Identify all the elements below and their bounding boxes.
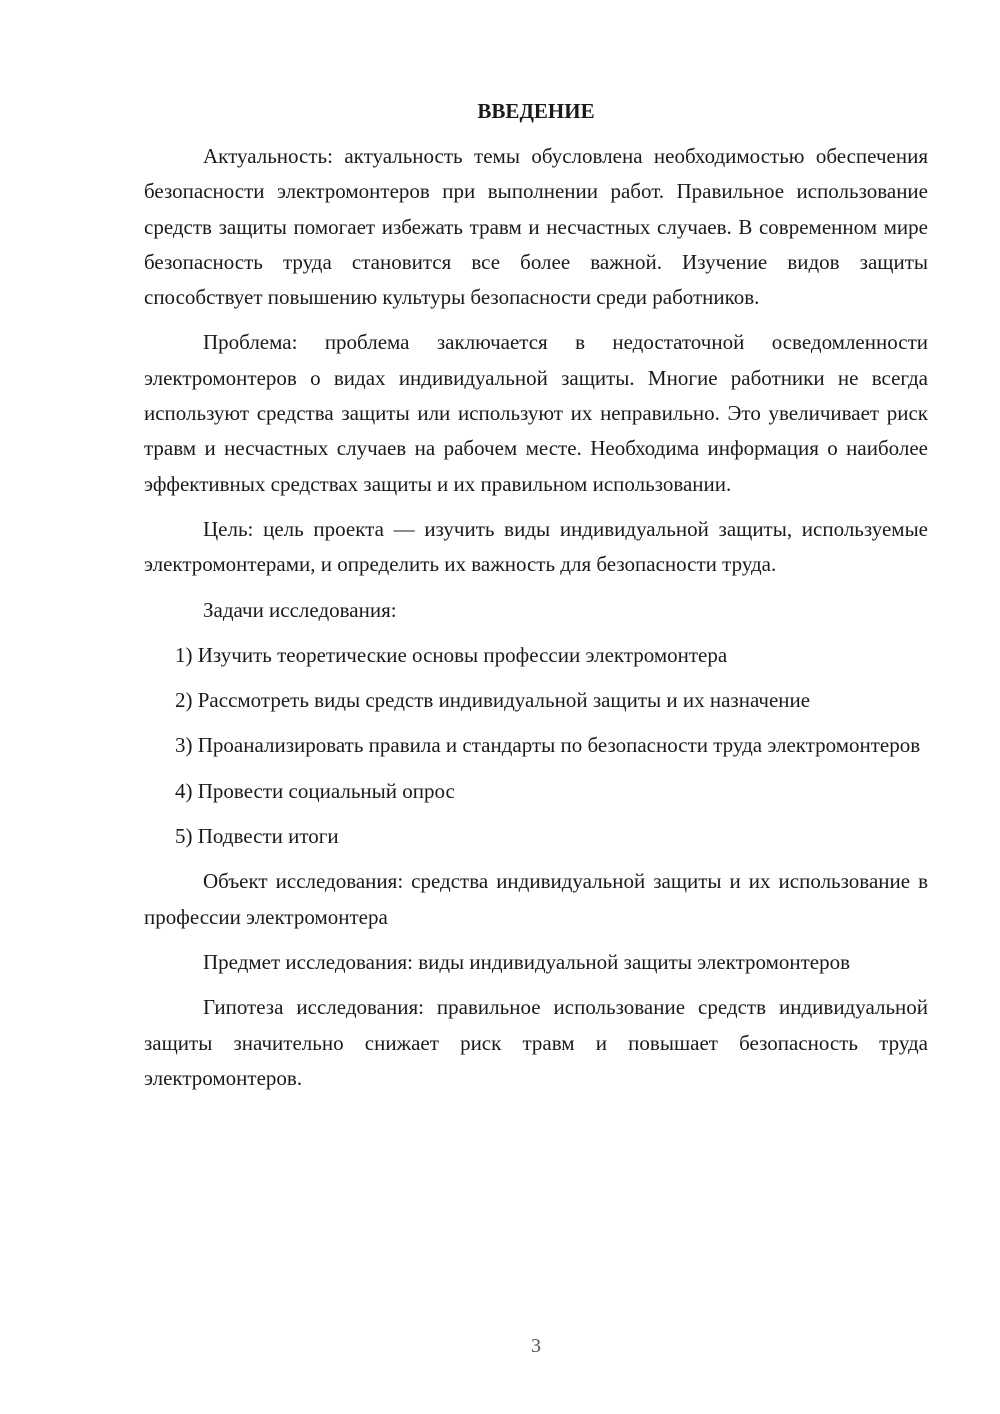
page-title: ВВЕДЕНИЕ — [477, 99, 595, 123]
paragraph-relevance: Актуальность: актуальность темы обусловлена необходимостью обеспечения безопасности электромонтеров при выполнении работ. Правильное использование средств защиты помогает избежать травм и несчастных случаев. В современном мире безопасность труда становится все более важной. Изучение видов защиты способствует повышению культуры безопасности среди работников. — [144, 144, 928, 310]
paragraph-object: Объект исследования: средства индивидуальной защиты и их использование в профессии электромонтера — [144, 869, 928, 929]
task-item-1: 1) Изучить теоретические основы профессии электромонтера — [175, 642, 728, 667]
page-content — [144, 95, 928, 1106]
paragraph-subject: Предмет исследования: виды индивидуальной защиты электромонтеров — [203, 949, 851, 974]
task-item-3: 3) Проанализировать правила и стандарты по безопасности труда электромонтеров — [175, 733, 921, 758]
paragraph-hypothesis: Гипотеза исследования: правильное использование средств индивидуальной защиты значительно снижает риск травм и повышает безопасность труда электромонтеров. — [144, 995, 928, 1090]
task-item-4: 4) Провести социальный опрос — [175, 778, 455, 803]
paragraph-goal: Цель: цель проекта — изучить виды индивидуальной защиты, используемые электромонтерами, и определить их важность для безопасности труда. — [144, 516, 928, 577]
page-number: 3 — [531, 1335, 541, 1357]
task-item-2: 2) Рассмотреть виды средств индивидуальной защиты и их назначение — [175, 688, 811, 713]
paragraph-problem: Проблема: проблема заключается в недостаточной осведомленности электромонтеров о видах индивидуальной защиты. Многие работники не всегда используют средства защиты или используют их неправильно. Это увеличивает риск травм и несчастных случаев на рабочем месте. Необходима информация о наиболее эффективных средствах защиты и их правильном использовании. — [144, 330, 928, 496]
task-item-5: 5) Подвести итоги — [175, 824, 339, 849]
paragraph-tasks-heading: Задачи исследования: — [203, 597, 397, 622]
